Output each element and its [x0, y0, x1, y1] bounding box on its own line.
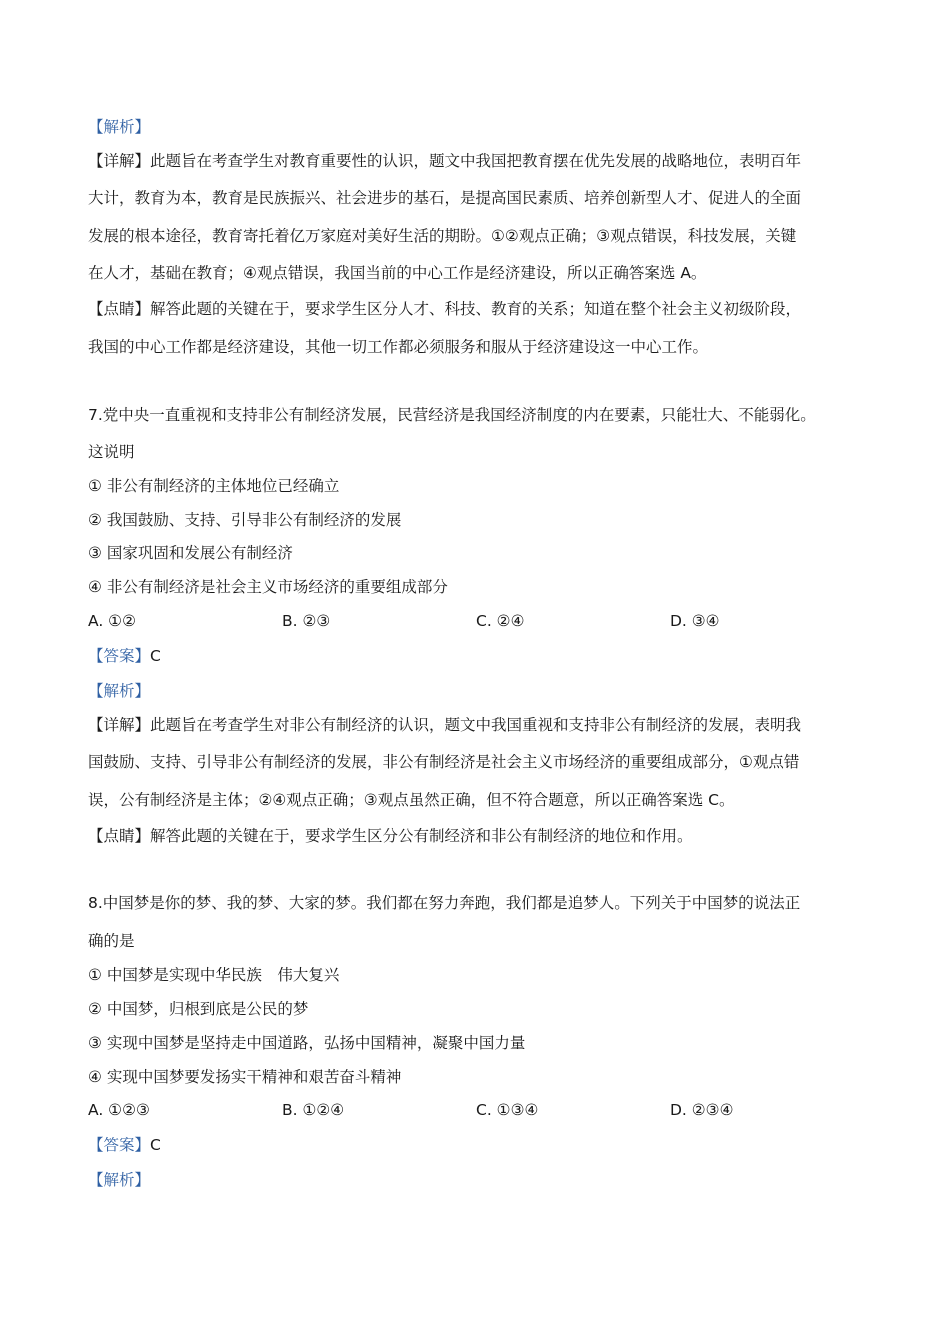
- question-7-stem: 7.党中央一直重视和支持非公有制经济发展，民营经济是我国经济制度的内在要素，只能壮大、不能弱化。: [88, 406, 816, 424]
- comment-paragraph-line: 【点睛】解答此题的关键在于，要求学生区分人才、科技、教育的关系；知道在整个社会主义初级阶段，: [88, 300, 802, 318]
- detail-paragraph-line: 【详解】此题旨在考查学生对教育重要性的认识，题文中我国把教育摆在优先发展的战略地位，表明百年: [88, 152, 802, 170]
- detail-paragraph-line: 国鼓励、支持、引导非公有制经济的发展，非公有制经济是社会主义市场经济的重要组成部分，①观点错: [88, 753, 800, 771]
- question-7-answer: [88, 645, 161, 667]
- comment-label: 【点睛】: [88, 300, 151, 318]
- detail-label: 【详解】: [88, 716, 151, 734]
- analysis-label: 【解析】: [88, 1171, 151, 1189]
- detail-paragraph-line: 【详解】此题旨在考查学生对非公有制经济的认识，题文中我国重视和支持非公有制经济的发展，表明我: [88, 716, 802, 734]
- question-7-option-a: A. ①②: [88, 612, 136, 630]
- question-8-item: ② 中国梦，归根到底是公民的梦: [88, 1000, 309, 1018]
- comment-paragraph-line: 【点睛】解答此题的关键在于，要求学生区分公有制经济和非公有制经济的地位和作用。: [88, 827, 693, 845]
- question-7-item: ① 非公有制经济的主体地位已经确立: [88, 477, 340, 495]
- answer-value: C: [150, 647, 161, 665]
- question-8-option-a: A. ①②③: [88, 1101, 150, 1119]
- question-8-item: ④ 实现中国梦要发扬实干精神和艰苦奋斗精神: [88, 1068, 402, 1086]
- question-8-answer: [88, 1134, 161, 1156]
- question-7-option-c: C. ②④: [476, 612, 525, 630]
- detail-paragraph-line: 大计，教育为本，教育是民族振兴、社会进步的基石，是提高国民素质、培养创新型人才、促进人的全面: [88, 189, 802, 207]
- question-8-stem: 确的是: [88, 932, 135, 950]
- question-8-option-d: D. ②③④: [670, 1101, 734, 1119]
- detail-paragraph-line: 在人才，基础在教育；④观点错误，我国当前的中心工作是经济建设，所以正确答案选 A。: [88, 264, 707, 282]
- detail-paragraph-line: 误，公有制经济是主体；②④观点正确；③观点虽然正确，但不符合题意，所以正确答案选 C。: [88, 791, 735, 809]
- question-7-stem: 这说明: [88, 443, 135, 461]
- question-8-item: ③ 实现中国梦是坚持走中国道路，弘扬中国精神，凝聚中国力量: [88, 1034, 526, 1052]
- comment-paragraph-line: 我国的中心工作都是经济建设，其他一切工作都必须服务和服从于经济建设这一中心工作。: [88, 338, 709, 356]
- question-7-item: ② 我国鼓励、支持、引导非公有制经济的发展: [88, 511, 402, 529]
- question-8-stem: 8.中国梦是你的梦、我的梦、大家的梦。我们都在努力奔跑，我们都是追梦人。下列关于中国梦的说法正: [88, 894, 801, 912]
- comment-label: 【点睛】: [88, 827, 151, 845]
- answer-label: 【答案】: [88, 647, 151, 665]
- question-7-option-d: D. ③④: [670, 612, 720, 630]
- question-7-option-b: B. ②③: [282, 612, 331, 630]
- question-8-option-c: C. ①③④: [476, 1101, 539, 1119]
- question-7-item: ③ 国家巩固和发展公有制经济: [88, 544, 293, 562]
- question-8-option-b: B. ①②④: [282, 1101, 345, 1119]
- answer-label: 【答案】: [88, 1136, 151, 1154]
- detail-label: 【详解】: [88, 152, 151, 170]
- analysis-label: 【解析】: [88, 118, 151, 136]
- question-8-item: ① 中国梦是实现中华民族 伟大复兴: [88, 966, 340, 984]
- question-7-item: ④ 非公有制经济是社会主义市场经济的重要组成部分: [88, 578, 448, 596]
- detail-paragraph-line: 发展的根本途径，教育寄托着亿万家庭对美好生活的期盼。①②观点正确；③观点错误，科技发展，关键: [88, 227, 797, 245]
- analysis-label: 【解析】: [88, 682, 151, 700]
- answer-value: C: [150, 1136, 161, 1154]
